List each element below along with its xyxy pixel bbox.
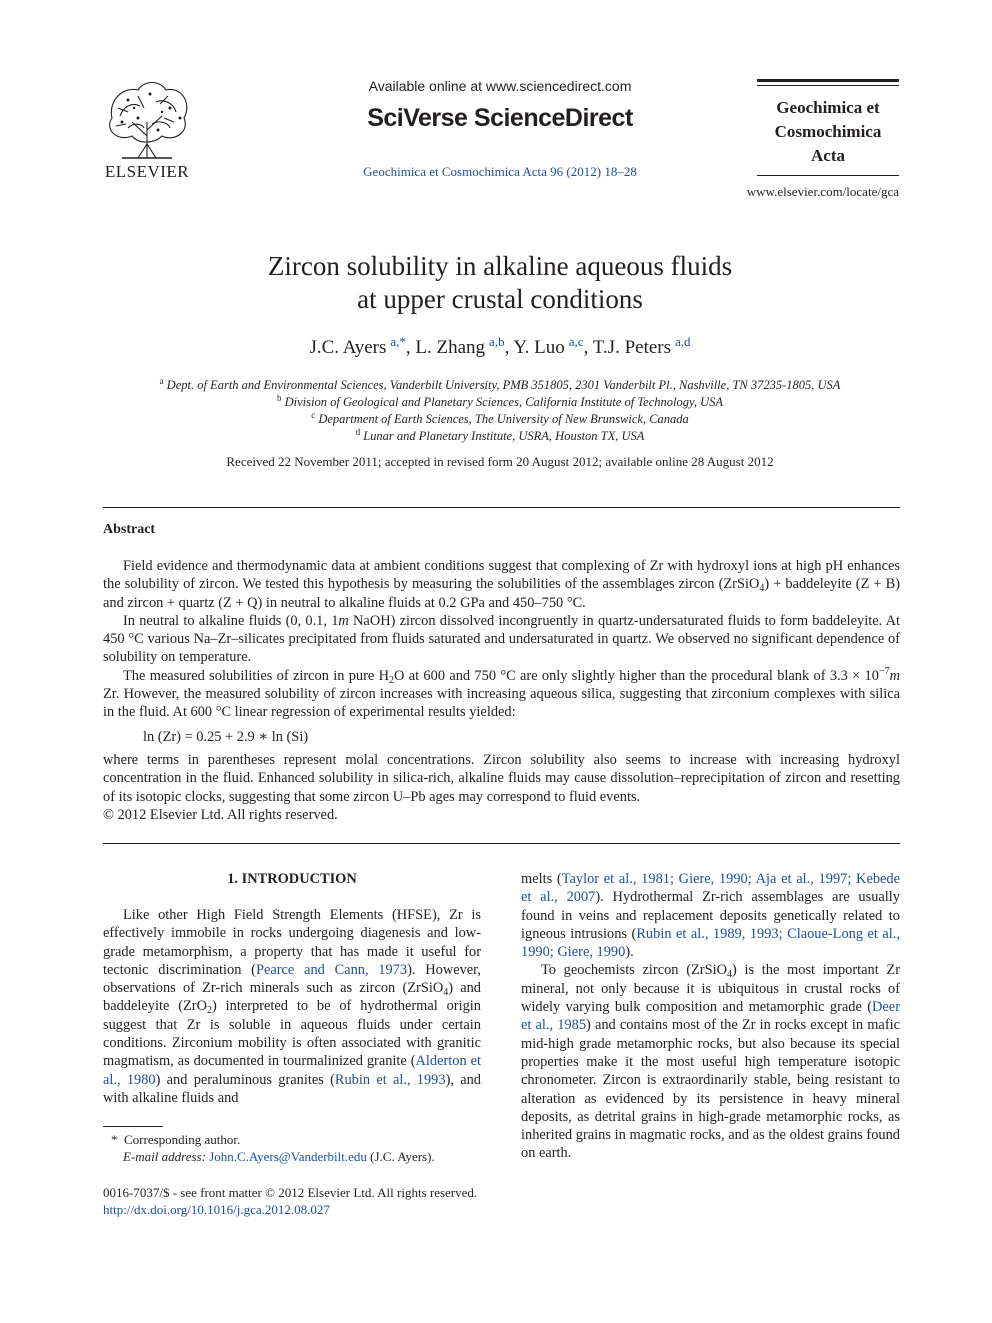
regression-equation: ln (Zr) = 0.25 + 2.9 ∗ ln (Si) [143, 728, 309, 745]
abstract-heading: Abstract [103, 522, 156, 537]
author-name: Y. Luo [513, 337, 565, 358]
article-title [100, 250, 900, 316]
affiliations [90, 377, 910, 445]
journal-top-rule-thick [757, 79, 899, 82]
journal-citation[interactable]: Geochimica et Cosmochimica Acta 96 (2012) 18–28 [363, 164, 637, 179]
author-list: J.C. Ayers $^{a,*}$, L. Zhang $^{a,b}$, Y. Luo $^{a,c}$, T.J. Peters $^{a,d}$ [309, 333, 691, 358]
intro-paragraph: Like other High Field Strength Elements (HFSE), Zr is effectively immobile in rocks undergoing diagenesis and low-grade metamorphism, a property that has made it useful for tectonic discrimination (Pearce and Cann, 1973). However, observations of Zr-rich minerals such as zircon (ZrSiO$_4$) and baddeleyite (ZrO$_2$) interpreted to be of hydrothermal origin suggest that Zr is soluble in aqueous fluids under certain conditions. Zirconium mobility is often associated with granitic magmatism, as documented in tourmalinized granite (Alderton et al., 1980) and peraluminous granites (Rubin et al., 1993), and with alkaline fluids and [103, 907, 482, 1106]
journal-bottom-rule [757, 175, 899, 176]
author-name: L. Zhang [415, 337, 486, 358]
author-name: T.J. Peters [592, 337, 672, 358]
author-marks[interactable]: a,d [675, 333, 691, 349]
intro-paragraph: To geochemists zircon (ZrSiO$_4$) is the most important Zr mineral, not only because it is ubiquitous in crustal rocks of widely varying bulk composition and metamorphic grade (Deer et al., 1985) and contains most of the Zr in rocks except in mafic mid-high grade metamorphic rocks, but also because its special properties make it the most useful high temperature isotopic chronometer. Zircon is extraordinarily stable, being resistant to alteration as evidenced by its persistence in heavy mineral deposits, as detrital grains in high-grade metamorphic rocks, as inherited grains in magmatic rocks, and as the oldest grains found on earth. [521, 962, 900, 1162]
abstract-paragraph: Field evidence and thermodynamic data at ambient conditions suggest that complexing of Zr with hydroxyl ions at high pH enhances the solubility of zircon. We tested this hypothesis by measuring the solubilities of the assemblages zircon (ZrSiO$_4$) + baddeleyite (Z + B) and zircon + quartz (Z + Q) in neutral to alkaline fluids at 0.2 GPa and 450–750 °C. [103, 558, 900, 611]
abstract-paragraph: In neutral to alkaline fluids (0, 0.1, 1m NaOH) zircon dissolved incongruently in quartz-undersaturated fluids to form baddeleyite. At 450 °C various Na–Zr–silicates precipitated from fluids saturated and undersaturated in quartz. We observed no significant dependence of solubility on temperature. [103, 612, 900, 666]
elsevier-logo[interactable] [98, 78, 196, 182]
journal-top-rule-thin [757, 85, 899, 86]
author-marks[interactable]: a,b [489, 333, 505, 349]
page-footer [103, 1184, 603, 1218]
journal-url[interactable]: www.elsevier.com/locate/gca [746, 184, 899, 199]
issn-line: 0016-7037/$ - see front matter © 2012 Elsevier Ltd. All rights reserved. [103, 1185, 478, 1200]
author-marks[interactable]: a,c [568, 333, 584, 349]
platform-name: SciVerse ScienceDirect [367, 104, 633, 132]
citation-link[interactable]: Rubin et al., 1989, 1993; Claoue-Long et al., 1990; Giere, 1990 [521, 925, 900, 961]
abstract-bottom-rule [103, 843, 900, 844]
citation-link[interactable]: Rubin et al., 1993 [334, 1071, 446, 1088]
affiliation: $^d$ Lunar and Planetary Institute, USRA, Houston TX, USA [355, 426, 645, 443]
title-line-2: at upper crustal conditions [357, 284, 643, 314]
citation-link[interactable]: Alderton et al., 1980 [103, 1053, 482, 1088]
title-line-1: Zircon solubility in alkaline aqueous fluids [267, 251, 733, 281]
abstract-paragraph: where terms in parentheses represent molal concentrations. Zircon solubility also seems to increase with increasing hydroxyl concentration in the fluid. Enhanced solubility in silica-rich, alkaline fluids may cause dissolution–reprecipitation of zircon and resetting of its isotopic clocks, suggesting that some zircon U–Pb ages may correspond to fluid events. [103, 751, 900, 805]
journal-masthead [750, 96, 906, 168]
footnote-rule [103, 1126, 163, 1127]
author-marks[interactable]: a,* [390, 333, 406, 349]
elsevier-tree-icon [98, 78, 196, 160]
sciencedirect-logo[interactable] [290, 104, 710, 133]
affiliation: $^b$ Division of Geological and Planetary Sciences, California Institute of Technology, USA [277, 392, 723, 409]
email-link[interactable]: John.C.Ayers@Vanderbilt.edu [209, 1149, 367, 1164]
intro-paragraph: melts (Taylor et al., 1981; Giere, 1990; Aja et al., 1997; Kebede et al., 2007). Hydrothermal Zr-rich assemblages are usually found in veins and replacement deposits genetically related to igneous intrusions (Rubin et al., 1989, 1993; Claoue-Long et al., 1990; Giere, 1990). [521, 871, 900, 961]
affiliation: $^c$ Department of Earth Sciences, The University of New Brunswick, Canada [311, 409, 689, 426]
publisher-name: ELSEVIER [104, 162, 190, 181]
intro-left-column [103, 906, 481, 1107]
section-heading-introduction: 1. INTRODUCTION [227, 871, 357, 887]
email-note: E-mail address: John.C.Ayers@Vanderbilt.edu (J.C. Ayers). [123, 1149, 435, 1164]
abstract-top-rule [103, 507, 900, 508]
affiliation: $^a$ Dept. of Earth and Environmental Sciences, Vanderbilt University, PMB 351805, 2301 Vanderbilt Pl., Nashville, TN 37235-1805, USA [159, 375, 841, 392]
journal-title-line2: Cosmochimica [774, 122, 882, 141]
abstract-copyright: © 2012 Elsevier Ltd. All rights reserved. [103, 806, 338, 823]
abstract-body [103, 557, 900, 824]
citation-link[interactable]: Deer et al., 1985 [521, 999, 900, 1034]
article-dates: Received 22 November 2011; accepted in revised form 20 August 2012; available online 28 August 2012 [226, 454, 774, 469]
available-online: Available online at www.sciencedirect.com [368, 78, 632, 94]
abstract-paragraph: The measured solubilities of zircon in pure $H_2O$ at 600 and 750 °C are only slightly higher than the procedural blank of $3.3 \times 10^{-7}m$ Zr. However, the measured solubility of zircon increases with increasing aqueous silica, suggesting that zirconium complexes with silica in the fluid. At 600 °C linear regression of experimental results yielded: [103, 665, 900, 721]
citation-link[interactable]: Pearce and Cann, 1973 [255, 961, 408, 978]
corresponding-author-note: * Corresponding author. [111, 1132, 241, 1147]
journal-title-line3: Acta [811, 146, 845, 165]
intro-right-column [521, 870, 900, 1163]
footnote [103, 1131, 481, 1165]
doi-link[interactable]: http://dx.doi.org/10.1016/j.gca.2012.08.027 [103, 1202, 330, 1217]
author-name: J.C. Ayers [309, 337, 387, 358]
journal-title-line1: Geochimica et [776, 98, 880, 117]
citation-link[interactable]: Taylor et al., 1981; Giere, 1990; Aja et al., 1997; Kebede et al., 2007 [521, 871, 900, 906]
